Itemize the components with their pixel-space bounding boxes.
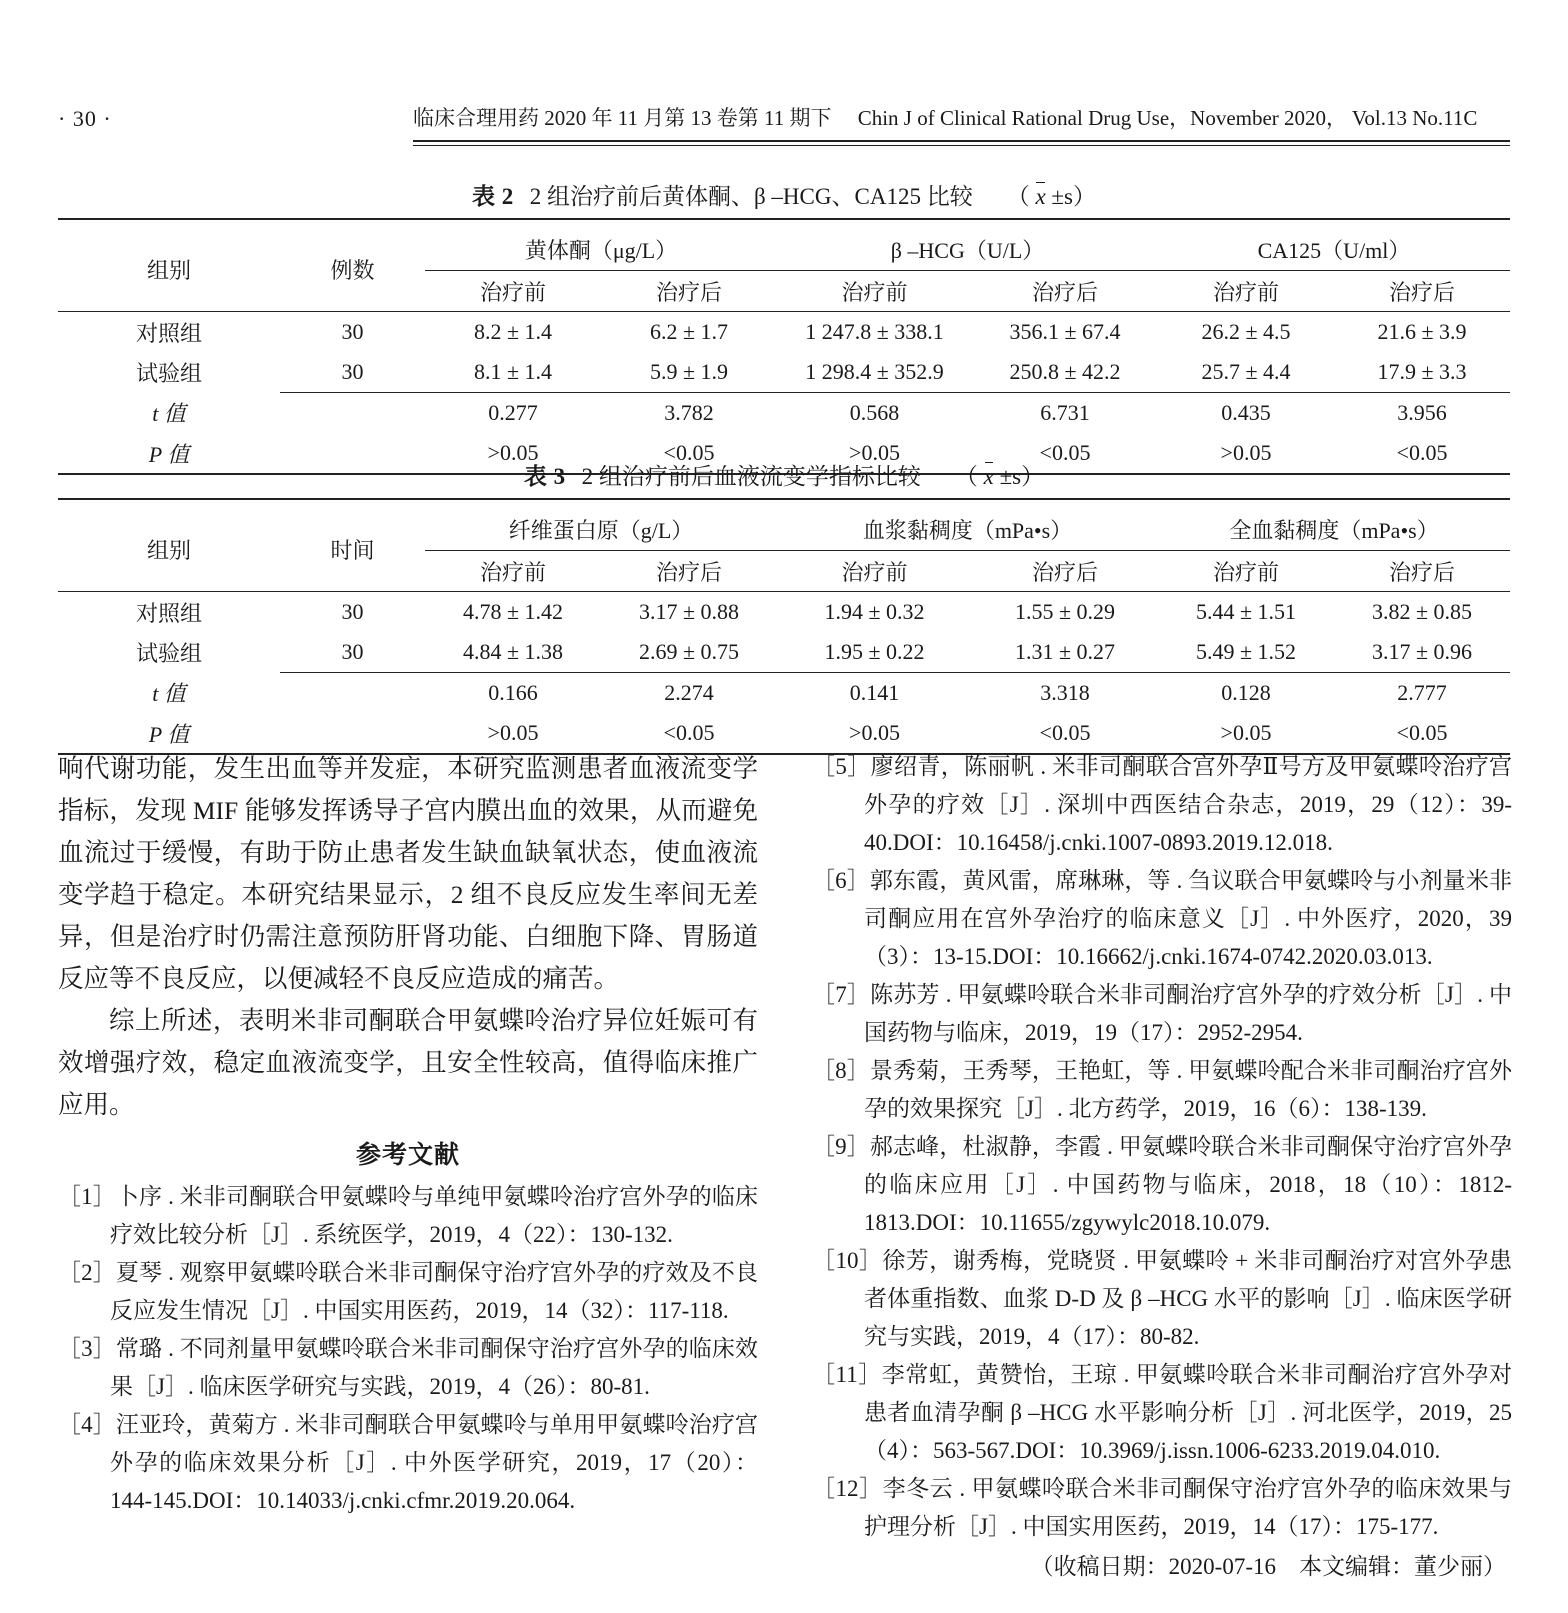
table-2-row-1-v4: 25.7 ± 4.4	[1158, 352, 1334, 393]
reference-item: ［8］景秀菊，王秀琴，王艳虹，等 . 甲氨蝶呤配合米非司酮治疗宫外孕的效果探究［J］. 北方药学，2019，16（6）：138-139.	[812, 1058, 1512, 1121]
running-head-rule	[413, 140, 1510, 146]
table-row	[58, 352, 1510, 393]
reference-item: ［4］汪亚玲，黄菊方 . 米非司酮联合甲氨蝶呤与单用甲氨蝶呤治疗宫外孕的临床效果分析［J］. 中外医学研究，2019，17（20）：144-145.DOI：10.14033/j.cnki.cfmr.2019.20.064.	[58, 1412, 758, 1513]
running-head-title: 临床合理用药 2020 年 11 月第 13 卷第 11 期下 Chin J of Clinical Rational Drug Use，November 2020， Vol.13 No.11C	[413, 106, 1478, 130]
table-2-row-1-label: 试验组	[135, 360, 202, 386]
table-row	[58, 592, 1510, 633]
table-3-row-2-v3: 3.318	[1040, 680, 1090, 705]
table-3-sub-3b: 治疗后	[1334, 551, 1510, 592]
table-2-header-group-row	[58, 219, 1510, 271]
table-3-row-1-v4: 5.49 ± 1.52	[1158, 632, 1334, 673]
table-3-caption	[58, 458, 1510, 498]
table-2-row-2-v1: 3.782	[664, 400, 714, 425]
right-column	[812, 748, 1512, 1609]
table-2-row-2-v5: 3.956	[1397, 400, 1447, 425]
reference-item: ［6］郭东霞，黄风雷，席琳琳，等 . 刍议联合甲氨蝶呤与小剂量米非司酮应用在宫外孕治疗的临床意义［J］. 中外医疗，2020，39（3）：13-15.DOI：10.16662/j.cnki.1674-0742.2020.03.013.	[812, 868, 1512, 969]
table-2-col-n: 例数	[280, 219, 425, 312]
reference-item: ［1］卜序 . 米非司酮联合甲氨蝶呤与单纯甲氨蝶呤治疗宫外孕的临床疗效比较分析［J］. 系统医学，2019，4（22）：130-132.	[58, 1184, 758, 1247]
table-2-row-0-v5: 21.6 ± 3.9	[1334, 312, 1510, 353]
table-3-number: 表 3	[523, 464, 566, 489]
table-2-row-2-n	[280, 393, 425, 434]
table-3-row-1-v3: 1.31 ± 0.27	[972, 632, 1158, 673]
table-2-measure-2	[777, 219, 1158, 271]
table-3-row-0-v4: 5.44 ± 1.51	[1158, 592, 1334, 633]
table-3-row-3-label: P 值	[58, 713, 280, 754]
table-2-measure-1-label: 黄体酮（μg/L）	[524, 237, 678, 263]
table-2-row-0-v1: 6.2 ± 1.7	[601, 312, 777, 353]
table-3-measure-1-label: 纤维蛋白原（g/L）	[508, 517, 694, 543]
table-3-row-1-label: 试验组	[135, 640, 202, 666]
table-3-row-3-v0: >0.05	[425, 713, 601, 754]
table-2-title: 2 组治疗前后黄体酮、β –HCG、CA125 比较	[529, 184, 973, 209]
table-3-row-1-v0: 4.84 ± 1.38	[425, 632, 601, 673]
table-3-measure-2	[777, 499, 1158, 551]
table-3-row-0-label: 对照组	[58, 592, 280, 633]
table-2-measure-3-label: CA125（U/ml）	[1257, 237, 1411, 263]
table-2-sub-2a: 治疗前	[777, 271, 972, 312]
table-2-stat: （ x ±s）	[1006, 184, 1096, 209]
table-2-row-2-v0: 0.277	[488, 400, 538, 425]
table-2-row-3-v5: <0.05	[1334, 433, 1510, 474]
table-2-row-3-v3: <0.05	[972, 433, 1158, 474]
table-2-row-1-n: 30	[280, 352, 425, 393]
table-3-row-1-n: 30	[280, 632, 425, 673]
table-3-row-1-v1: 2.69 ± 0.75	[601, 632, 777, 673]
table-3-measure-3	[1158, 499, 1510, 551]
table-2-sub-1b: 治疗后	[601, 271, 777, 312]
table-2-row-2-label: t 值	[152, 401, 186, 427]
table-2-row-2-v2: 0.568	[849, 400, 900, 425]
table-3-row-0-v2: 1.94 ± 0.32	[777, 592, 972, 633]
table-row	[58, 673, 1510, 714]
table-3-measure-3-label: 全血黏稠度（mPa•s）	[1229, 517, 1439, 543]
table-2-measure-3	[1158, 219, 1510, 271]
reference-item: ［5］廖绍青，陈丽帆 . 米非司酮联合宫外孕Ⅱ号方及甲氨蝶呤治疗宫外孕的疗效［J］. 深圳中西医结合杂志，2019，29（12）：39-40.DOI：10.16458/j.cnki.1007-0893.2019.12.018.	[812, 754, 1512, 855]
table-3	[58, 498, 1510, 755]
table-3-row-3-v2: >0.05	[777, 713, 972, 754]
table-2-row-0-v2: 1 247.8 ± 338.1	[777, 312, 972, 353]
table-3-sub-2b: 治疗后	[972, 551, 1158, 592]
table-2-caption	[58, 178, 1510, 218]
table-3-row-2-v2: 0.141	[849, 680, 900, 705]
table-2-row-3-label: P 值	[58, 433, 280, 474]
table-3-row-1-v5: 3.17 ± 0.96	[1334, 632, 1510, 673]
table-row	[58, 312, 1510, 353]
table-2-sub-3b: 治疗后	[1334, 271, 1510, 312]
table-3-col-group: 组别	[58, 499, 280, 592]
reference-item: ［3］常璐 . 不同剂量甲氨蝶呤联合米非司酮保守治疗宫外孕的临床效果［J］. 临床医学研究与实践，2019，4（26）：80-81.	[58, 1336, 758, 1399]
table-3-sub-3a: 治疗前	[1158, 551, 1334, 592]
table-2-number: 表 2	[471, 184, 514, 209]
table-3-col-time: 时间	[280, 499, 425, 592]
table-3-row-3-v1: <0.05	[601, 713, 777, 754]
table-2-block	[58, 178, 1510, 475]
table-3-row-2-v5: 2.777	[1397, 680, 1447, 705]
table-3-row-3-v4: >0.05	[1158, 713, 1334, 754]
table-2-row-2-v4: 0.435	[1221, 400, 1271, 425]
table-3-row-2-n	[280, 673, 425, 714]
table-3-measure-1	[425, 499, 777, 551]
table-3-row-0-n: 30	[280, 592, 425, 633]
table-2-col-group: 组别	[58, 219, 280, 312]
table-2-row-0-v0: 8.2 ± 1.4	[425, 312, 601, 353]
table-3-row-2-v4: 0.128	[1221, 680, 1271, 705]
table-2-row-1-v0: 8.1 ± 1.4	[425, 352, 601, 393]
table-3-row-3-v5: <0.05	[1334, 713, 1510, 754]
table-3-row-2-v0: 0.166	[488, 680, 538, 705]
body-paragraph-2: 综上所述，表明米非司酮联合甲氨蝶呤治疗异位妊娠可有效增强疗效，稳定血液流变学，且安全性较高，值得临床推广应用。	[58, 1006, 758, 1119]
table-2-row-3-v1: <0.05	[601, 433, 777, 474]
table-3-sub-2a: 治疗前	[777, 551, 972, 592]
table-2-row-0-n: 30	[280, 312, 425, 353]
body-paragraph-1: 响代谢功能，发生出血等并发症，本研究监测患者血液流变学指标，发现 MIF 能够发挥诱导子宫内膜出血的效果，从而避免血流过于缓慢，有助于防止患者发生缺血缺氧状态，使血液流变学趋于稳定。本研究结果显示，2 组不良反应发生率间无差异，但是治疗时仍需注意预防肝肾功能、白细胞下降、胃肠道反应等不良反应，以便减轻不良反应造成的痛苦。	[58, 754, 758, 993]
table-3-title: 2 组治疗前后血液流变学指标比较	[581, 464, 921, 489]
table-2-measure-1	[425, 219, 777, 271]
table-3-block	[58, 458, 1510, 755]
table-3-row-0-v5: 3.82 ± 0.85	[1334, 592, 1510, 633]
table-3-sub-1a: 治疗前	[425, 551, 601, 592]
reference-item: ［2］夏琴 . 观察甲氨蝶呤联合米非司酮保守治疗宫外孕的疗效及不良反应发生情况［J］. 中国实用医药，2019，14（32）：117-118.	[58, 1260, 758, 1323]
table-2-row-0-v3: 356.1 ± 67.4	[972, 312, 1158, 353]
reference-item: ［10］徐芳，谢秀梅，党晓贤 . 甲氨蝶呤 + 米非司酮治疗对宫外孕患者体重指数、血浆 D-D 及 β –HCG 水平的影响［J］. 临床医学研究与实践，2019，4（17）：80-82.	[812, 1248, 1512, 1349]
table-2	[58, 218, 1510, 475]
running-head	[58, 98, 1510, 144]
table-row	[58, 632, 1510, 673]
table-2-row-3-v4: >0.05	[1158, 433, 1334, 474]
table-3-row-2-v1: 2.274	[664, 680, 714, 705]
table-3-stat: （ x ±s）	[954, 464, 1045, 489]
table-2-row-3-v0: >0.05	[425, 433, 601, 474]
table-2-measure-2-label: β –HCG（U/L）	[890, 237, 1045, 263]
table-2-row-1-v3: 250.8 ± 42.2	[972, 352, 1158, 393]
table-2-sub-3a: 治疗前	[1158, 271, 1334, 312]
table-2-row-0-v4: 26.2 ± 4.5	[1158, 312, 1334, 353]
table-2-row-1-v1: 5.9 ± 1.9	[601, 352, 777, 393]
references-heading: 参考文献	[355, 1140, 460, 1169]
table-2-sub-1a: 治疗前	[425, 271, 601, 312]
table-2-sub-2b: 治疗后	[972, 271, 1158, 312]
reference-item: ［9］郝志峰，杜淑静，李霞 . 甲氨蝶呤联合米非司酮保守治疗宫外孕的临床应用［J］. 中国药物与临床，2018，18（10）：1812-1813.DOI：10.11655/zgywylc2018.10.079.	[812, 1134, 1512, 1235]
table-2-row-0-label: 对照组	[58, 312, 280, 353]
table-3-row-0-v0: 4.78 ± 1.42	[425, 592, 601, 633]
reference-item: ［11］李常虹，黄赞怡，王琼 . 甲氨蝶呤联合米非司酮治疗宫外孕对患者血清孕酮 β –HCG 水平影响分析［J］. 河北医学，2019，25（4）：563-567.DOI：10.3969/j.issn.1006-6233.2019.04.010.	[812, 1362, 1512, 1463]
table-3-measure-2-label: 血浆黏稠度（mPa•s）	[862, 517, 1073, 543]
table-3-row-1-v2: 1.95 ± 0.22	[777, 632, 972, 673]
table-2-row-3-v2: >0.05	[777, 433, 972, 474]
reference-item: ［7］陈苏芳 . 甲氨蝶呤联合米非司酮治疗宫外孕的疗效分析［J］. 中国药物与临床，2019，19（17）：2952-2954.	[812, 982, 1512, 1045]
table-row	[58, 393, 1510, 434]
table-2-row-2-v3: 6.731	[1040, 400, 1090, 425]
table-3-row-2-label: t 值	[152, 681, 186, 707]
page-folio: · 30 ·	[58, 106, 112, 131]
reference-item: ［12］李冬云 . 甲氨蝶呤联合米非司酮保守治疗宫外孕的临床效果与护理分析［J］. 中国实用医药，2019，14（17）：175-177.	[812, 1476, 1512, 1539]
table-3-row-3-v3: <0.05	[972, 713, 1158, 754]
table-2-row-1-v5: 17.9 ± 3.3	[1334, 352, 1510, 393]
table-2-row-1-v2: 1 298.4 ± 352.9	[777, 352, 972, 393]
table-3-row-0-v3: 1.55 ± 0.29	[972, 592, 1158, 633]
table-3-header-group-row	[58, 499, 1510, 551]
table-3-sub-1b: 治疗后	[601, 551, 777, 592]
received-date-editor: （收稿日期：2020-07-16 本文编辑：董少丽）	[1030, 1554, 1506, 1579]
table-3-row-0-v1: 3.17 ± 0.88	[601, 592, 777, 633]
left-column	[58, 748, 758, 1520]
